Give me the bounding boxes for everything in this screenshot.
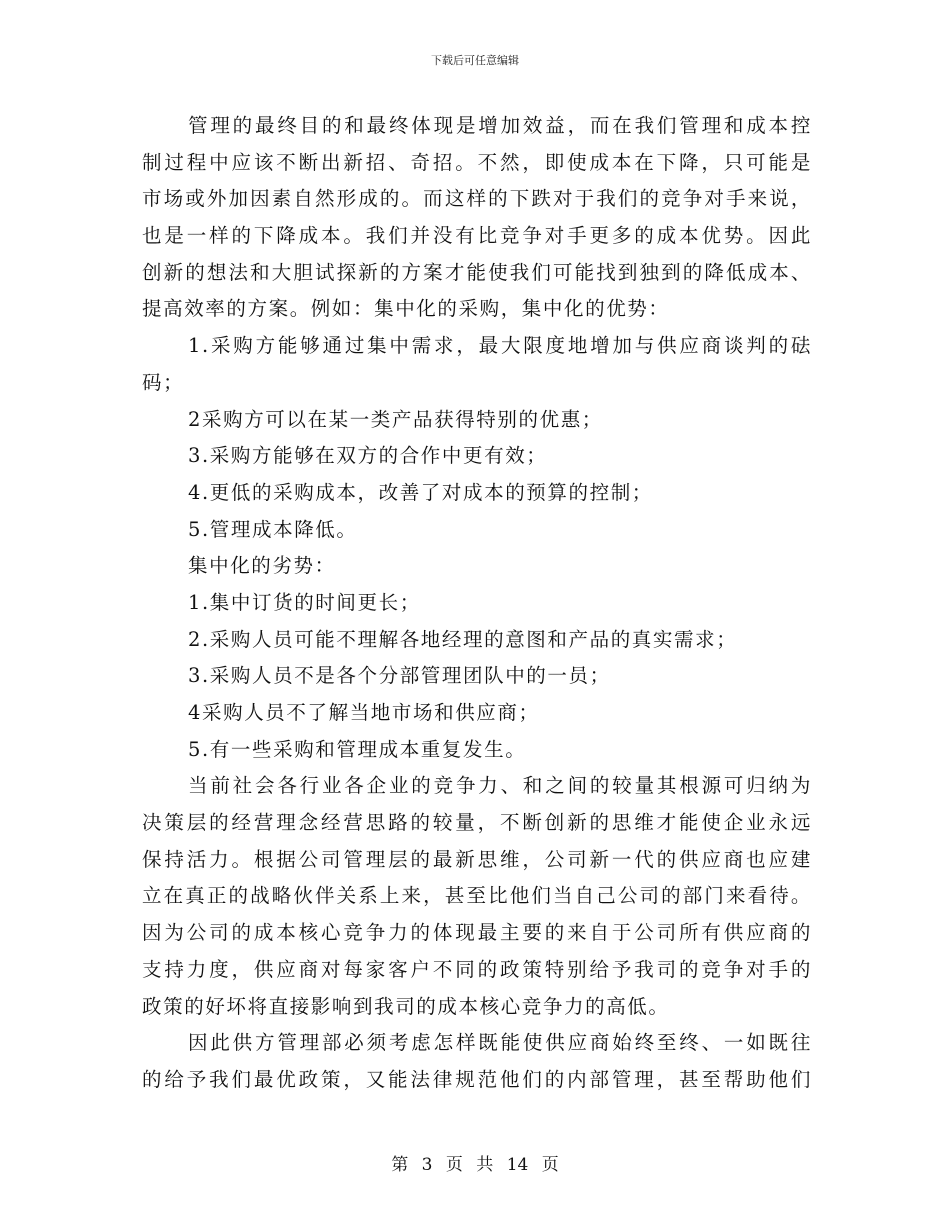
- list-item: 4.更低的采购成本，改善了对成本的预算的控制；: [188, 480, 653, 504]
- list-item: 1.采购方能够通过集中需求，最大限度地增加与供应商谈判的砝: [188, 334, 812, 358]
- paragraph-line: 市场或外加因素自然形成的。而这样的下跌对于我们的竞争对手来说，: [142, 187, 812, 211]
- paragraph-line: 支持力度，供应商对每家客户不同的政策特别给予我司的竞争对手的: [142, 957, 812, 981]
- list-item: 3.采购方能够在双方的合作中更有效；: [188, 444, 548, 468]
- section-heading: 集中化的劣势：: [188, 554, 336, 578]
- document-body: [142, 108, 812, 1099]
- paragraph-line: 的给予我们最优政策，又能法律规范他们的内部管理，甚至帮助他们: [142, 1067, 812, 1091]
- list-item-continuation: 码；: [142, 370, 185, 394]
- page-header: 下载后可任意编辑: [431, 54, 519, 67]
- list-item: 5.管理成本降低。: [188, 517, 358, 541]
- paragraph-line: 立在真正的战略伙伴关系上来，甚至比他们当自己公司的部门来看待。: [142, 884, 812, 908]
- paragraph-line: 政策的好坏将直接影响到我司的成本核心竞争力的高低。: [142, 994, 670, 1018]
- paragraph-line: 因此供方管理部必须考虑怎样既能使供应商始终至终、一如既往: [188, 1031, 812, 1055]
- list-item: 1.集中订货的时间更长；: [188, 590, 421, 614]
- paragraph-line: 管理的最终目的和最终体现是增加效益，而在我们管理和成本控: [188, 114, 812, 137]
- paragraph-line: 因为公司的成本核心竞争力的体现最主要的来自于公司所有供应商的: [142, 921, 812, 945]
- paragraph-line: 当前社会各行业各企业的竞争力、和之间的较量其根源可归纳为: [188, 774, 812, 798]
- list-item: 3.采购人员不是各个分部管理团队中的一员；: [188, 664, 611, 688]
- paragraph-line: 创新的想法和大胆试探新的方案才能使我们可能找到独到的降低成本、: [142, 260, 812, 284]
- paragraph-line: 提高效率的方案。例如：集中化的采购，集中化的优势：: [142, 297, 670, 321]
- paragraph-line: 保持活力。根据公司管理层的最新思维，公司新一代的供应商也应建: [142, 847, 812, 871]
- paragraph-line: 制过程中应该不断出新招、奇招。不然，即使成本在下降，只可能是: [142, 150, 812, 174]
- paragraph-line: 也是一样的下降成本。我们并没有比竞争对手更多的成本优势。因此: [142, 224, 812, 248]
- list-item: 2.采购人员可能不理解各地经理的意图和产品的真实需求；: [188, 627, 738, 651]
- paragraph-line: 决策层的经营理念经营思路的较量，不断创新的思维才能使企业永远: [142, 811, 812, 835]
- list-item: 5.有一些采购和管理成本重复发生。: [188, 737, 527, 761]
- list-item: 2采购方可以在某一类产品获得特别的优惠；: [188, 407, 603, 431]
- list-item: 4采购人员不了解当地市场和供应商；: [188, 701, 540, 724]
- page-number-footer: 第 3 页 共 14 页: [391, 1155, 559, 1175]
